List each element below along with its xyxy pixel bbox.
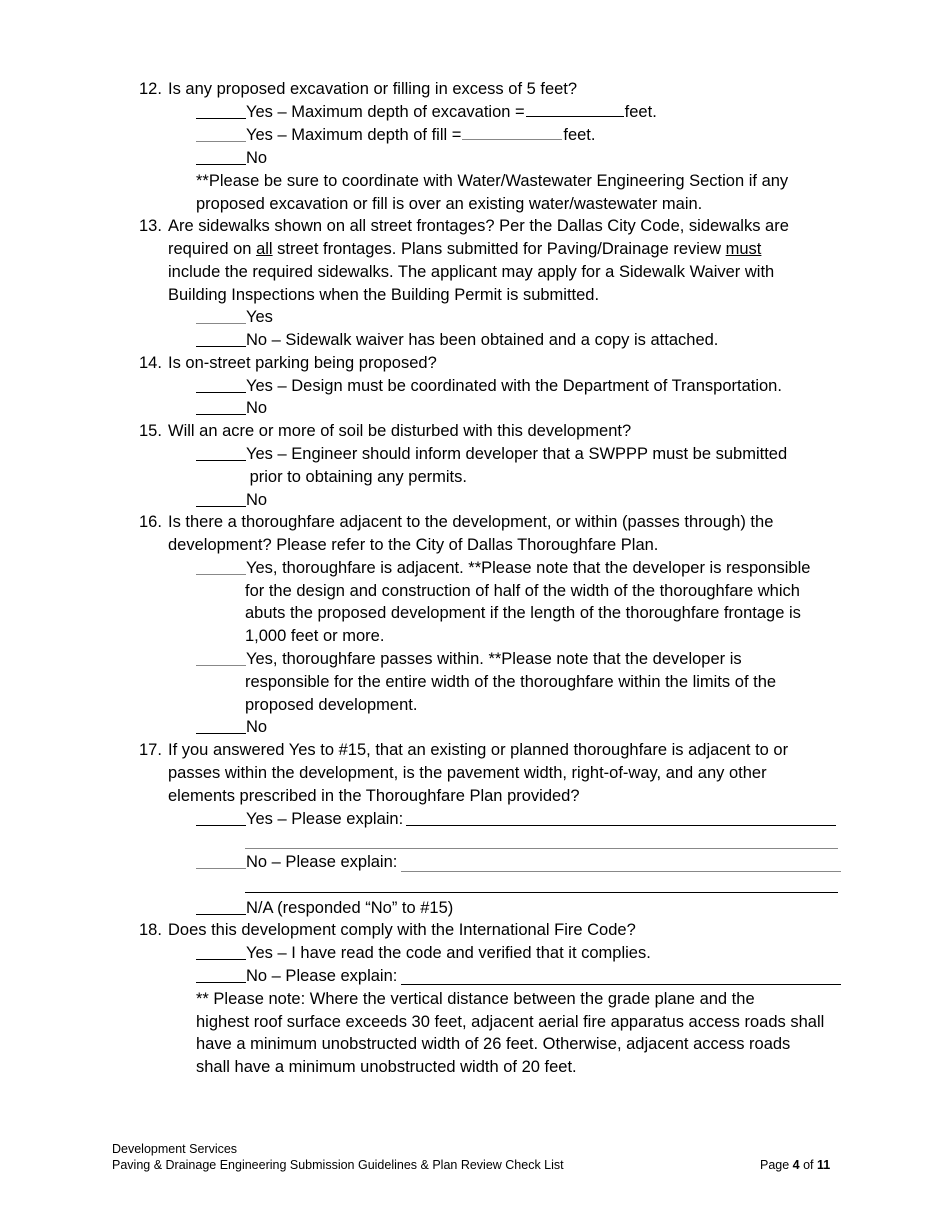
page-total: 11 [817,1158,831,1172]
q17-no-explain-field[interactable] [401,871,841,872]
q13-yes-blank[interactable] [196,323,246,324]
footer-document-title: Paving & Drainage Engineering Submission Guidelines & Plan Review Check List [112,1158,564,1172]
page-current: 4 [792,1158,800,1172]
document-page: 12. Is any proposed excavation or filling in excess of 5 feet? Yes – Maximum depth of excavation = feet. Yes – Maximum depth of fill = feet. No **Please be sure to coordinate with Water/Wastewater Engineering Section if any proposed excavation or fill is over an existing water/wastewater main. 13. Are sidewalks shown on all street frontages? Per the Dallas City Code, sidewalks are required on all street frontages. Plans submitted for Paving/Drainage review must include the required sidewalks. The applicant may apply for a Sidewalk Waiver with Building Inspections when the Building Permit is submitted. Yes No – Sidewalk waiver has been obtained and a copy is attached. 14. Is on-street parking being proposed? Yes – Design must be coordinated with the Department of Transportation. No 15. Will an acre or more of soil be disturbed with this development? Yes – Engineer should inform developer that a SWPPP must be submitted prior to obtaining any permits. No 16. Is there a thoroughfare adjacent to the development, or within (passes through) the development? Please refer to the City of Dallas Thoroughfare Plan. Yes, thoroughfare is adjacent. **Please note that the developer is responsible for the design and construction of half of the width of the thoroughfare which abuts the proposed development if the length of the thoroughfare frontage is 1,000 feet or more. Yes, thoroughfare passes within. **Please note that the developer is responsible for the entire width of the thoroughfare within the limits of the proposed development. No 17. If you answered Yes to #15, that an existing or planned thoroughfare is adjacent to or passes within the development, is the pavement width, right-of-way, and any other elements prescribed in the Thoroughfare Plan provided? Yes – Please explain: No – Please explain: N/A (responded “No” to #15) 18. Does this development comply with the International Fire Code? Yes – I have read the code and verified that it complies. No – Please explain: ** Please note: Where the vertical distance between the grade plane and the highest roof surface exceeds 30 feet, adjacent aerial fire apparatus access roads shall have a minimum unobstructed width of 26 feet. Otherwise, adjacent access roads shall have a minimum unobstructed width of 20 feet. Development Services Paving & Drainage Engineering Submission Guidelines & Plan Review Check List Page 4 of 11 [0,0,950,1230]
q18-yes-blank[interactable] [196,959,246,960]
q17-yes-blank[interactable] [196,825,246,826]
footer-department: Development Services [112,1142,238,1156]
q13-no-blank[interactable] [196,346,246,347]
q12-number: 12. [139,80,162,98]
q15-yes-blank[interactable] [196,460,246,461]
q15-number: 15. [139,422,162,440]
q12-yes-fill-blank[interactable] [196,141,246,142]
q18-no-explain-field[interactable] [401,984,841,985]
q13-number: 13. [139,217,162,235]
q16-adjacent-blank[interactable] [196,574,246,575]
q18-no-blank[interactable] [196,982,246,983]
q16-within-blank[interactable] [196,665,246,666]
fill-depth-field[interactable] [462,124,562,140]
q14-yes-blank[interactable] [196,392,246,393]
q17-no-explain-field-line2[interactable] [245,892,838,893]
q16-no-blank[interactable] [196,733,246,734]
q12-yes-excavation-blank[interactable] [196,118,246,119]
q17-yes-explain-field[interactable] [406,825,836,826]
q14-no-blank[interactable] [196,414,246,415]
underlined-must: must [725,240,762,258]
q15-no-blank[interactable] [196,506,246,507]
q12-yes-fill-text: Yes – Maximum depth of fill = feet. [246,126,596,144]
q17-na-blank[interactable] [196,914,246,915]
q12-text: Is any proposed excavation or filling in excess of 5 feet? [168,80,578,98]
excavation-depth-field[interactable] [526,101,624,117]
q12-no-text: No [246,149,268,167]
q16-number: 16. [139,513,162,531]
q17-yes-explain-field-line2[interactable] [245,848,838,849]
q17-number: 17. [139,741,162,759]
underlined-all: all [256,240,273,258]
footer-page-number: Page 4 of 11 [760,1158,831,1172]
q14-number: 14. [139,354,162,372]
q17-no-blank[interactable] [196,868,246,869]
q12-no-blank[interactable] [196,164,246,165]
q12-yes-excavation-text: Yes – Maximum depth of excavation = feet. [246,103,657,121]
q18-number: 18. [139,921,162,939]
